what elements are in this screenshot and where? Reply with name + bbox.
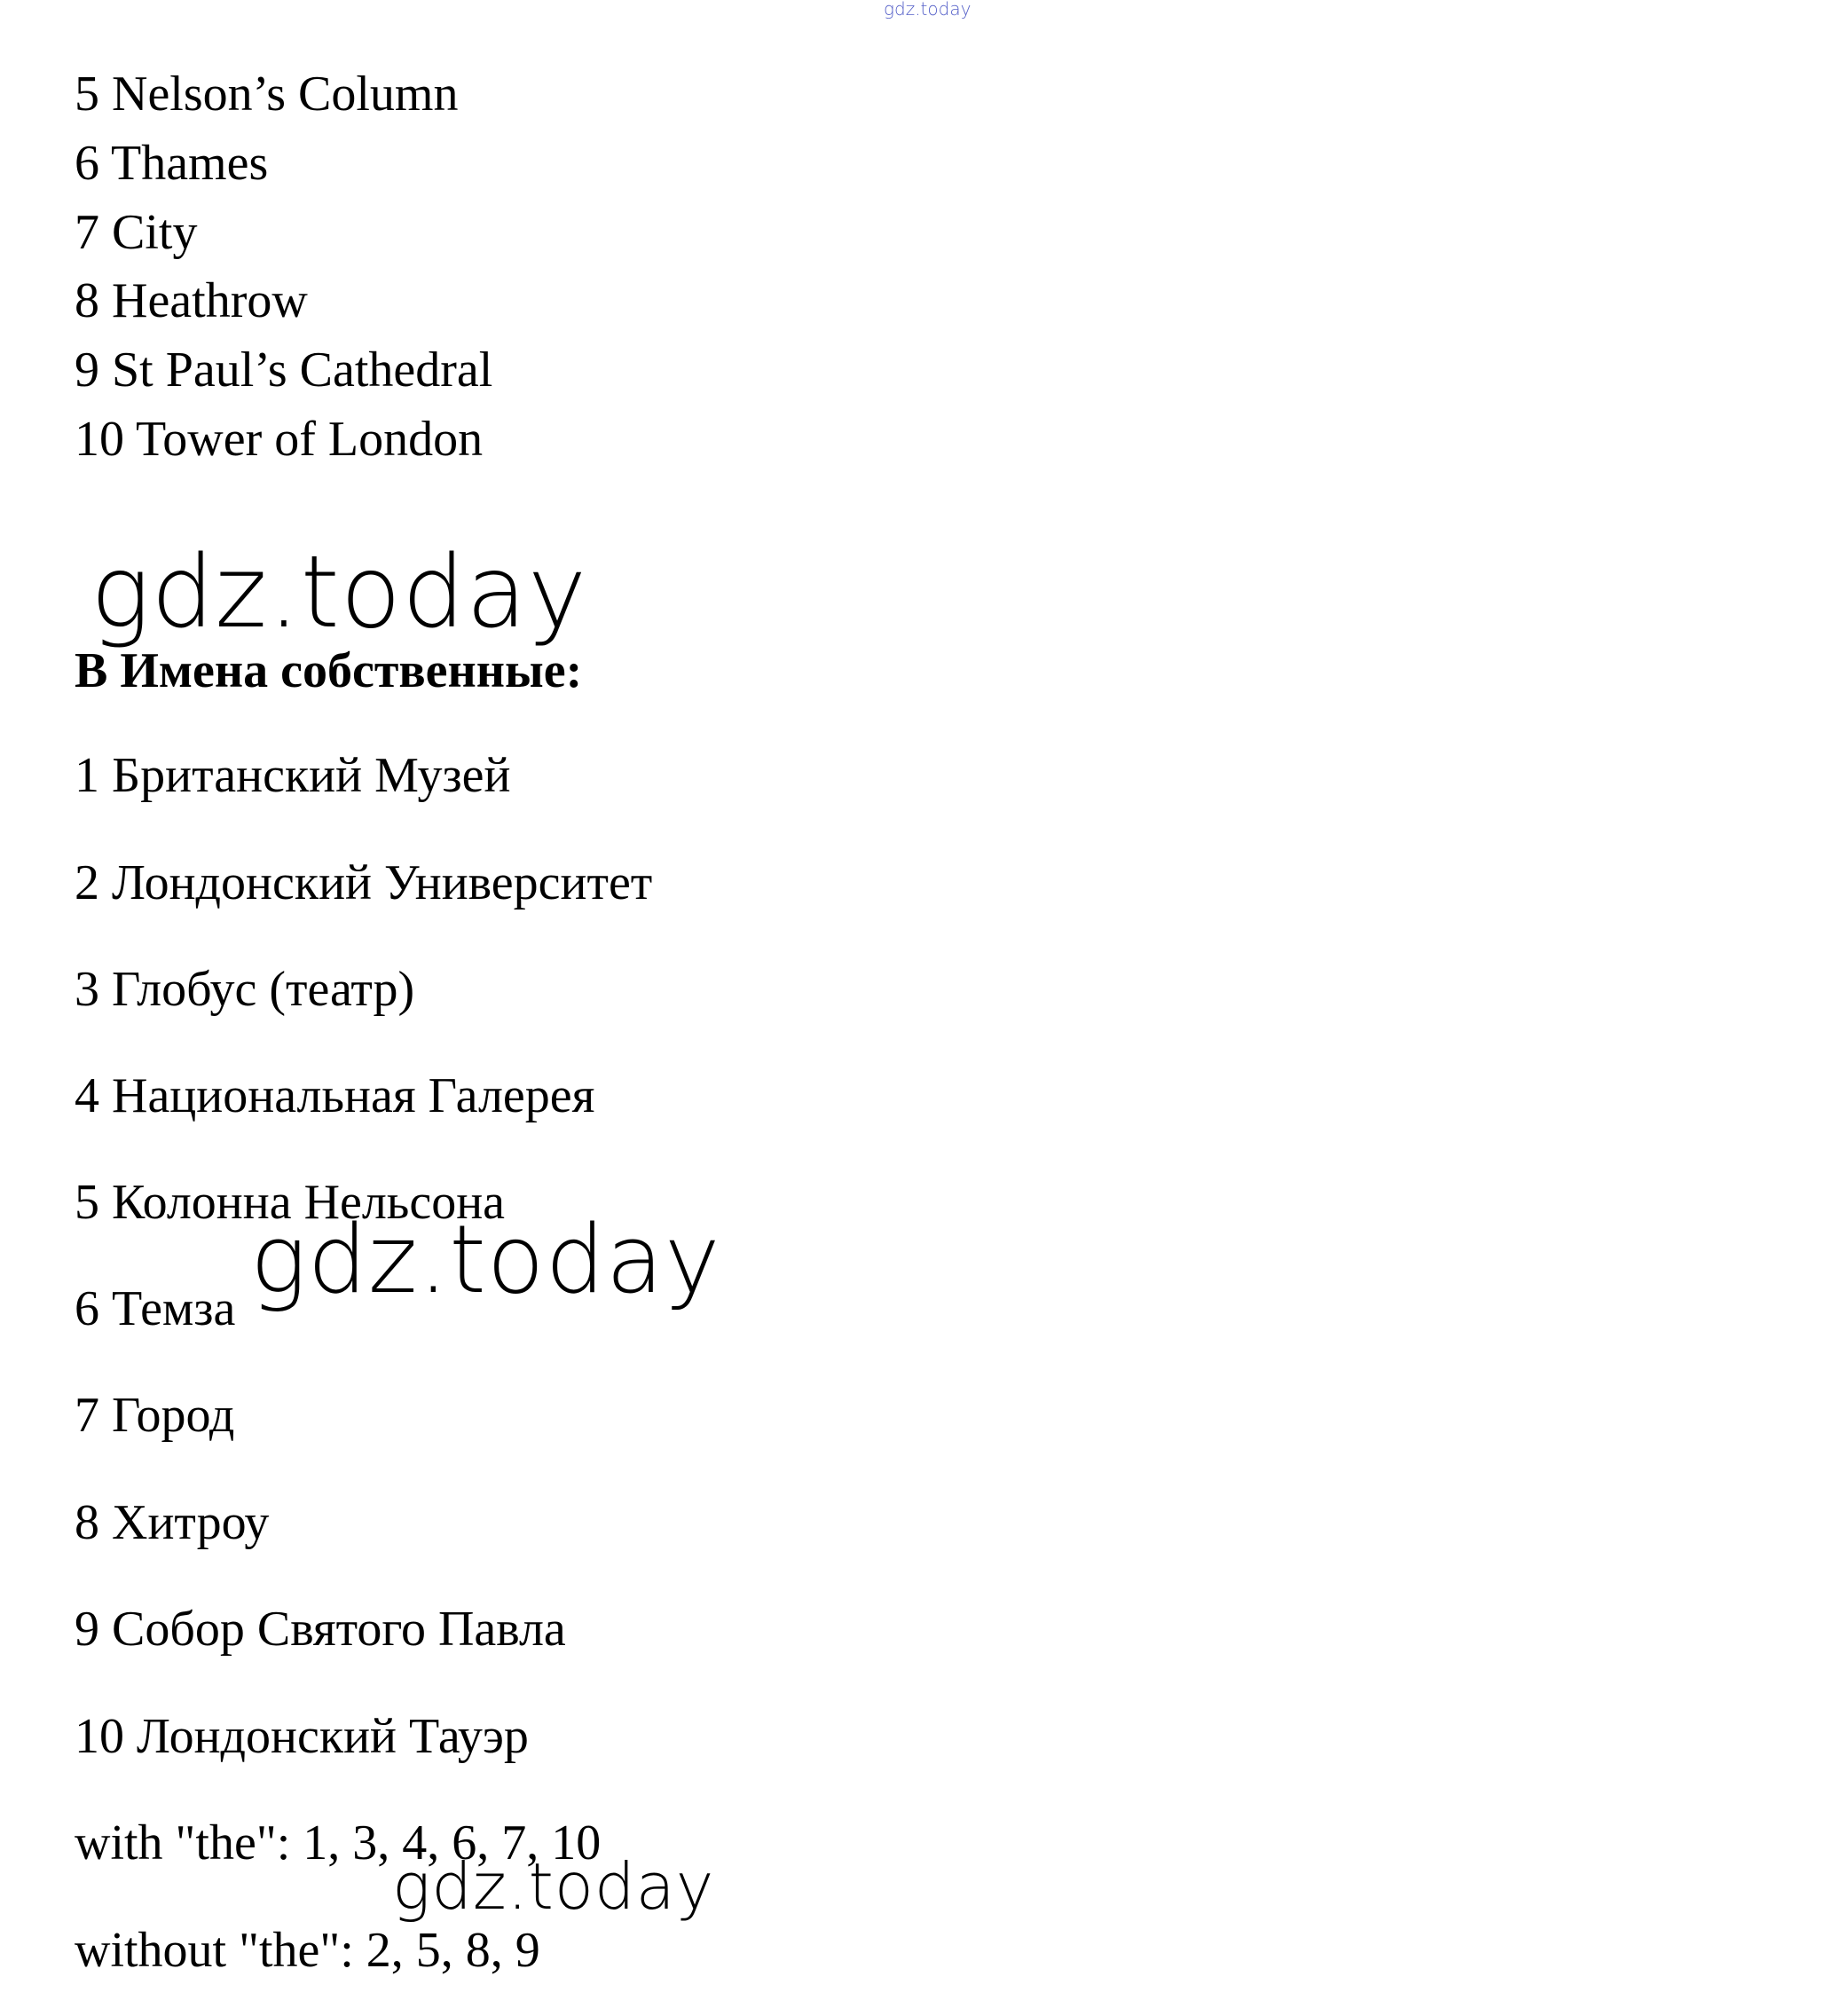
list-item: 9 Собор Святого Павла bbox=[75, 1602, 566, 1657]
list-item: 2 Лондонский Университет bbox=[75, 855, 653, 910]
watermark: gdz.today bbox=[392, 1849, 715, 1924]
list-item: 9 St Paul’s Cathedral bbox=[75, 343, 493, 398]
list-item: 1 Британский Музей bbox=[75, 748, 511, 803]
list-item: 6 Темза bbox=[75, 1281, 236, 1336]
section-b-title: B Имена собственные: bbox=[75, 643, 583, 698]
list-item: 4 Национальная Галерея bbox=[75, 1068, 595, 1123]
list-item: 3 Глобус (театр) bbox=[75, 962, 415, 1017]
list-item: 7 Город bbox=[75, 1388, 235, 1443]
list-item: 8 Хитроу bbox=[75, 1495, 270, 1550]
list-item: 10 Tower of London bbox=[75, 412, 484, 467]
without-the-summary: without "the": 2, 5, 8, 9 bbox=[75, 1923, 540, 1978]
list-item: 5 Колонна Нельсона bbox=[75, 1175, 506, 1230]
with-the-summary: with "the": 1, 3, 4, 6, 7, 10 bbox=[75, 1815, 602, 1870]
watermark: gdz.today bbox=[90, 535, 588, 650]
list-item: 10 Лондонский Тауэр bbox=[75, 1709, 529, 1764]
list-item: 6 Thames bbox=[75, 136, 269, 191]
list-item: 8 Heathrow bbox=[75, 273, 308, 328]
list-item: 5 Nelson’s Column bbox=[75, 67, 459, 122]
list-item: 7 City bbox=[75, 205, 198, 260]
watermark: gdz.today bbox=[250, 1205, 721, 1314]
header-watermark: gdz.today bbox=[884, 0, 972, 20]
